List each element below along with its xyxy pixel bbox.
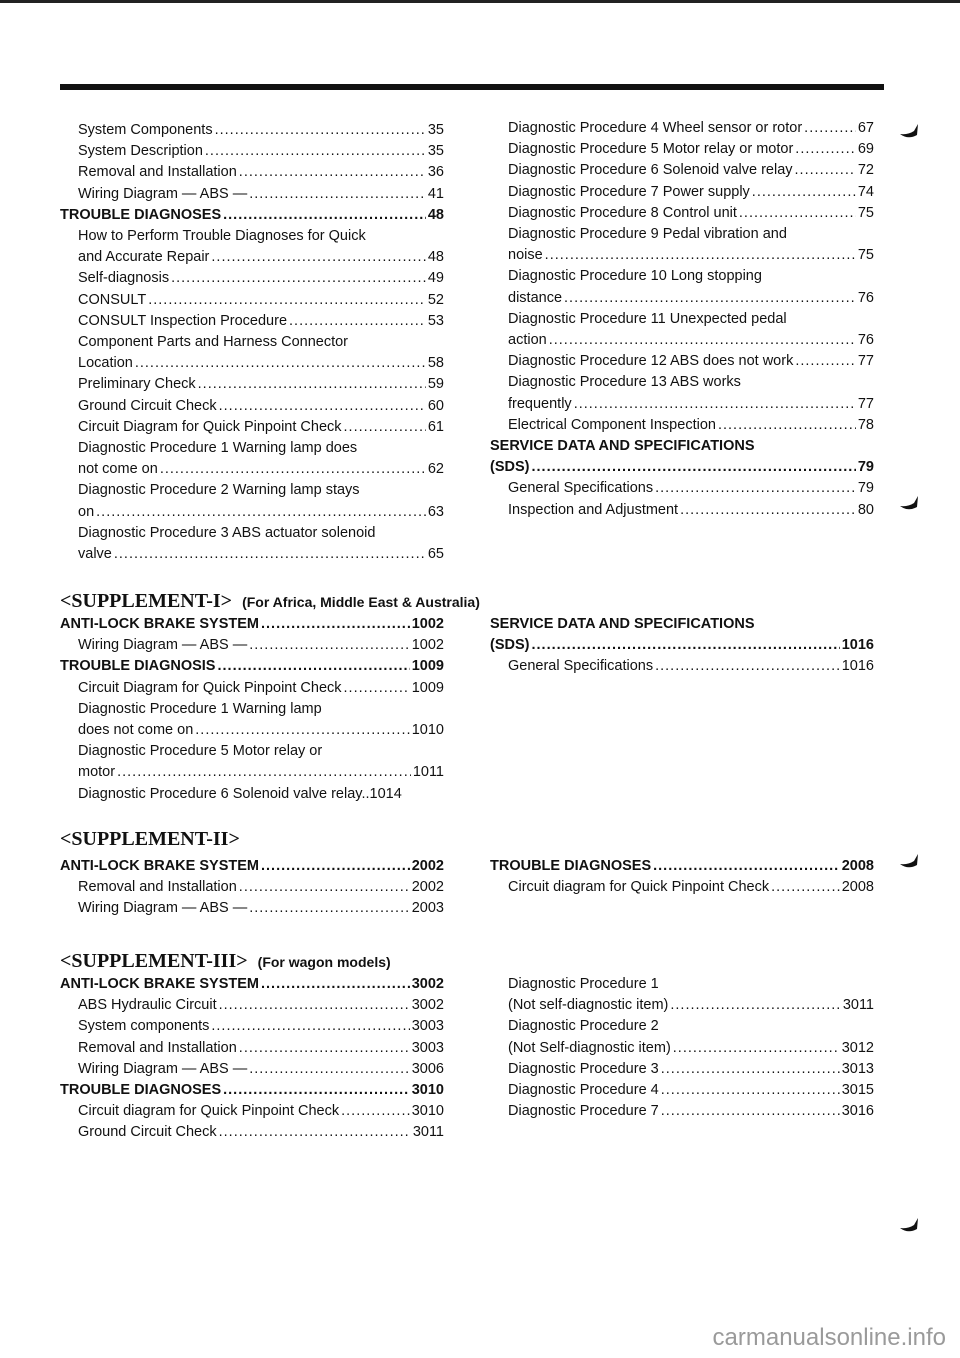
entry-title: CONSULT (78, 291, 147, 308)
toc-entry[interactable] (60, 1122, 444, 1143)
entry-page: 2002 (411, 858, 444, 874)
toc-section-entry[interactable] (60, 1080, 444, 1101)
toc-section-entry[interactable] (60, 974, 444, 995)
entry-page: 2008 (841, 879, 874, 896)
entry-page: 3015 (841, 1082, 874, 1099)
toc-entry-line: Diagnostic Procedure 5 Motor relay or (78, 743, 323, 760)
entry-title: Diagnostic Procedure 4 (508, 1082, 659, 1099)
entry-page: 3012 (841, 1039, 874, 1056)
toc-entry[interactable] (60, 247, 444, 268)
toc-entry-line: Diagnostic Procedure 11 Unexpected pedal (508, 310, 787, 327)
toc-entry[interactable] (60, 720, 444, 741)
toc-entry[interactable] (60, 141, 444, 162)
entry-title: Wiring Diagram — ABS — (78, 1060, 248, 1077)
toc-entry[interactable] (60, 898, 444, 919)
toc-entry[interactable] (60, 544, 444, 565)
toc-entry[interactable] (490, 182, 874, 203)
entry-title: System components (78, 1018, 210, 1035)
entry-page: 48 (427, 249, 444, 266)
entry-title: Wiring Diagram — ABS — (78, 900, 248, 917)
entry-title: TROUBLE DIAGNOSES (490, 858, 652, 874)
entry-title: ABS Hydraulic Circuit (78, 997, 217, 1014)
supplement-3-right-column (490, 974, 874, 1122)
toc-entry[interactable] (60, 877, 444, 898)
entry-title: Ground Circuit Check (78, 1124, 217, 1141)
entry-title: Circuit Diagram for Quick Pinpoint Check (78, 418, 342, 435)
toc-section-entry[interactable] (60, 856, 444, 877)
toc-entry[interactable] (60, 290, 444, 311)
toc-entry[interactable] (60, 268, 444, 289)
entry-title: Ground Circuit Check (78, 397, 217, 414)
tab-mark-icon (898, 122, 920, 142)
toc-entry[interactable] (60, 762, 444, 783)
watermark: carmanualsonline.info (712, 1324, 946, 1351)
entry-title: Self-diagnosis (78, 270, 170, 287)
entry-page: 77 (857, 395, 874, 412)
entry-page: 36 (427, 164, 444, 181)
toc-entry[interactable] (490, 330, 874, 351)
toc-entry[interactable] (490, 245, 874, 266)
supplement-1-note: (For Africa, Middle East & Australia) (242, 594, 480, 610)
entry-title: noise (508, 247, 543, 264)
entry-page: 3013 (841, 1060, 874, 1077)
entry-page: 3010 (411, 1103, 444, 1120)
toc-entry[interactable] (490, 500, 874, 521)
entry-page: 48 (427, 206, 444, 223)
toc-entry-line: How to Perform Trouble Diagnoses for Quick (78, 228, 366, 245)
toc-entry[interactable] (490, 351, 874, 372)
entry-page: 3002 (411, 997, 444, 1014)
entry-page: 3003 (411, 1018, 444, 1035)
toc-entry[interactable] (60, 502, 444, 523)
entry-page: 58 (427, 355, 444, 372)
toc-section-line: SERVICE DATA AND SPECIFICATIONS (490, 616, 755, 632)
supplement-1-title: <SUPPLEMENT-I> (60, 590, 233, 612)
entry-page: 3002 (411, 976, 444, 992)
entry-title: distance (508, 289, 563, 306)
toc-entry[interactable] (60, 1059, 444, 1080)
entry-page: 76 (857, 332, 874, 349)
entry-title: CONSULT Inspection Procedure (78, 312, 288, 329)
toc-entry[interactable] (490, 160, 874, 181)
entry-page: 61 (427, 418, 444, 435)
toc-entry-line: Diagnostic Procedure 9 Pedal vibration and (508, 226, 787, 243)
entry-title: General Specifications (508, 480, 654, 497)
entry-page: 79 (857, 459, 874, 476)
entry-title: Diagnostic Procedure 3 (508, 1060, 659, 1077)
entry-page: 72 (857, 162, 874, 179)
entry-page: 3010 (411, 1082, 444, 1099)
entry-title: Location (78, 355, 133, 372)
supplement-1-left-column (60, 614, 444, 805)
supplement-3-left-column (60, 974, 444, 1144)
entry-title: Wiring Diagram — ABS — (78, 637, 248, 654)
supplement-2-title: <SUPPLEMENT-II> (60, 828, 240, 850)
toc-entry[interactable] (490, 203, 874, 224)
entry-page: 77 (857, 353, 874, 370)
supplement-1-right-column (490, 614, 874, 678)
toc-entry[interactable] (60, 678, 444, 699)
entry-title: Preliminary Check (78, 376, 196, 393)
toc-section-entry[interactable] (490, 457, 874, 478)
toc-entry[interactable] (60, 120, 444, 141)
entry-title: Wiring Diagram — ABS — (78, 185, 248, 202)
toc-entry[interactable] (490, 394, 874, 415)
toc-entry[interactable] (60, 995, 444, 1016)
entry-title: Diagnostic Procedure 7 Power supply (508, 183, 750, 200)
entry-page: 1014 (369, 785, 402, 802)
entry-title: Diagnostic Procedure 6 Solenoid valve relay.. (78, 785, 370, 802)
entry-page: 1016 (841, 658, 874, 675)
entry-title: and Accurate Repair (78, 249, 210, 266)
top-edge-rule (0, 0, 960, 3)
main-right-column (490, 118, 874, 521)
entry-title: Diagnostic Procedure 12 ABS does not work (508, 353, 794, 370)
entry-page: 2008 (841, 858, 874, 874)
tab-mark-icon (898, 494, 920, 514)
toc-entry[interactable] (490, 1101, 874, 1122)
entry-title: (Not self-diagnostic item) (508, 997, 669, 1014)
toc-entry[interactable] (60, 784, 444, 805)
entry-title: Electrical Component Inspection (508, 416, 716, 433)
entry-title: TROUBLE DIAGNOSES (60, 206, 222, 223)
entry-title: ANTI-LOCK BRAKE SYSTEM (60, 976, 259, 992)
toc-entry[interactable] (60, 635, 444, 656)
entry-title: Diagnostic Procedure 7 (508, 1103, 659, 1120)
entry-title: (SDS) (490, 459, 530, 476)
toc-section-entry[interactable] (490, 635, 874, 656)
toc-entry[interactable] (490, 1080, 874, 1101)
toc-section-line: SERVICE DATA AND SPECIFICATIONS (490, 438, 755, 455)
entry-page: 69 (857, 141, 874, 158)
toc-entry[interactable] (490, 478, 874, 499)
toc-entry-line: Diagnostic Procedure 3 ABS actuator solenoid (78, 524, 376, 541)
toc-entry[interactable] (60, 353, 444, 374)
entry-page: 76 (857, 289, 874, 306)
entry-title: TROUBLE DIAGNOSES (60, 1082, 222, 1099)
main-left-column (60, 120, 444, 565)
supplement-3-heading (60, 950, 391, 973)
tab-mark-icon (898, 1216, 920, 1236)
entry-page: 67 (857, 120, 874, 136)
toc-entry[interactable] (490, 1059, 874, 1080)
toc-section-entry[interactable] (490, 856, 874, 877)
entry-page: 60 (427, 397, 444, 414)
toc-section-entry[interactable] (60, 205, 444, 226)
toc-entry[interactable] (490, 877, 874, 898)
entry-page: 3006 (411, 1060, 444, 1077)
entry-title: Removal and Installation (78, 879, 237, 896)
entry-page: 2003 (411, 900, 444, 917)
toc-entry[interactable] (60, 417, 444, 438)
entry-page: 1016 (841, 637, 874, 654)
entry-title: Inspection and Adjustment (508, 501, 679, 518)
supplement-2-right-column (490, 856, 874, 898)
toc-entry-line: Diagnostic Procedure 13 ABS works (508, 374, 741, 391)
entry-page: 80 (857, 501, 874, 518)
entry-title: (SDS) (490, 637, 530, 654)
toc-entry[interactable] (60, 459, 444, 480)
entry-page: 62 (427, 461, 444, 478)
entry-title: TROUBLE DIAGNOSIS (60, 658, 216, 675)
entry-title: (Not Self-diagnostic item) (508, 1039, 671, 1056)
entry-title: System Components (78, 122, 213, 138)
entry-title: Diagnostic Procedure 5 Motor relay or motor (508, 141, 794, 158)
toc-entry[interactable] (60, 311, 444, 332)
entry-page: 3011 (842, 997, 874, 1014)
entry-title: Circuit Diagram for Quick Pinpoint Check (78, 679, 342, 696)
entry-title: Diagnostic Procedure 6 Solenoid valve relay (508, 162, 793, 179)
entry-page: 65 (427, 546, 444, 563)
entry-title: Circuit diagram for Quick Pinpoint Check (78, 1103, 340, 1120)
toc-entry[interactable] (490, 656, 874, 677)
entry-page: 49 (427, 270, 444, 287)
entry-title: does not come on (78, 722, 194, 739)
entry-page: 41 (427, 185, 444, 202)
entry-page: 75 (857, 204, 874, 221)
entry-title: Removal and Installation (78, 164, 237, 181)
toc-entry-line: Diagnostic Procedure 2 Warning lamp stays (78, 482, 360, 499)
entry-title: Removal and Installation (78, 1039, 237, 1056)
toc-entry-line: Diagnostic Procedure 1 Warning lamp (78, 700, 322, 717)
toc-entry[interactable] (60, 184, 444, 205)
supplement-3-title: <SUPPLEMENT-III> (60, 950, 248, 972)
entry-page: 78 (857, 416, 874, 433)
entry-title: ANTI-LOCK BRAKE SYSTEM (60, 616, 259, 632)
toc-entry[interactable] (60, 162, 444, 183)
entry-page: 2002 (411, 879, 444, 896)
toc-entry[interactable] (60, 1038, 444, 1059)
header-rule (60, 84, 884, 90)
entry-title: ANTI-LOCK BRAKE SYSTEM (60, 858, 259, 874)
entry-page: 52 (427, 291, 444, 308)
entry-page: 3011 (412, 1124, 444, 1141)
entry-title: action (508, 332, 547, 349)
entry-page: 35 (427, 122, 444, 138)
entry-title: frequently (508, 395, 572, 412)
supplement-2-left-column (60, 856, 444, 920)
entry-page: 75 (857, 247, 874, 264)
supplement-3-note: (For wagon models) (257, 954, 391, 970)
entry-title: not come on (78, 461, 158, 478)
toc-entry[interactable] (60, 1016, 444, 1037)
entry-page: 1009 (411, 679, 444, 696)
toc-entry-line: Diagnostic Procedure 1 (508, 976, 659, 992)
entry-page: 1002 (411, 637, 444, 654)
toc-entry[interactable] (60, 396, 444, 417)
entry-title: on (78, 503, 95, 520)
entry-page: 3016 (841, 1103, 874, 1120)
toc-entry[interactable] (490, 415, 874, 436)
supplement-2-heading (60, 828, 240, 851)
entry-title: System Description (78, 143, 203, 160)
entry-page: 53 (427, 312, 444, 329)
entry-page: 1009 (411, 658, 444, 675)
entry-page: 74 (857, 183, 874, 200)
entry-page: 3003 (411, 1039, 444, 1056)
supplement-1-heading (60, 590, 480, 613)
toc-section-entry[interactable] (60, 614, 444, 635)
toc-entry[interactable] (490, 1038, 874, 1059)
tab-mark-icon (898, 852, 920, 872)
entry-title: valve (78, 546, 112, 563)
toc-entry-line: Component Parts and Harness Connector (78, 334, 349, 351)
entry-page: 79 (857, 480, 874, 497)
toc-entry[interactable] (490, 995, 874, 1016)
entry-page: 35 (427, 143, 444, 160)
entry-title: General Specifications (508, 658, 654, 675)
entry-page: 1002 (411, 616, 444, 632)
entry-title: motor (78, 764, 116, 781)
toc-entry[interactable] (490, 139, 874, 160)
toc-entry-line: Diagnostic Procedure 2 (508, 1018, 659, 1035)
toc-entry[interactable] (60, 1101, 444, 1122)
toc-entry[interactable] (490, 118, 874, 139)
entry-page: 59 (427, 376, 444, 393)
toc-entry-line: Diagnostic Procedure 10 Long stopping (508, 268, 762, 285)
entry-page: 1010 (411, 722, 444, 739)
entry-title: Diagnostic Procedure 8 Control unit (508, 204, 737, 221)
toc-entry[interactable] (490, 288, 874, 309)
entry-page: 1011 (412, 764, 444, 781)
toc-section-entry[interactable] (60, 656, 444, 677)
toc-entry-line: Diagnostic Procedure 1 Warning lamp does (78, 440, 358, 457)
entry-title: Diagnostic Procedure 4 Wheel sensor or rotor (508, 120, 803, 136)
entry-title: Circuit diagram for Quick Pinpoint Check (508, 879, 770, 896)
entry-page: 63 (427, 503, 444, 520)
toc-entry[interactable] (60, 374, 444, 395)
